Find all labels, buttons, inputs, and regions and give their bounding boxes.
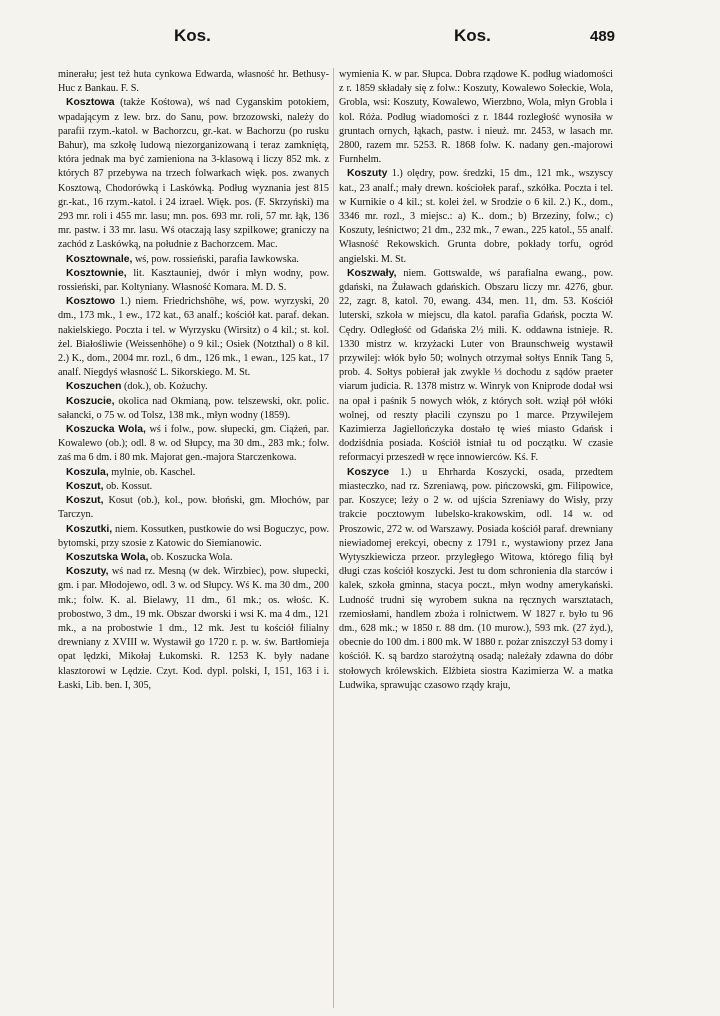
entry-text: wymienia K. w par. Słupca. Dobra rządowe K. podług wiadomości z r. 1859 składały się z folw.: Koszuty, Kowalewo Sołeckie, Wola, Grobla, wsi: Koszuty, Kowalewo, Wierzbno, Wola, młyn Grobla i kol. Róża. Podług wiadomości z r. 1844 rozległość wynosiła w gruntach ornych, łąkach, pastw. i nieuż. mr. 2453, w lasach mr. 2800, razem mr. 5253. R. 1868 folw. K. nadany gen.-majorowi Furnhelm.: [339, 69, 613, 166]
entry-text: Kosut (ob.), kol., pow. błoński, gm. Młochów, par Tarczyn.: [58, 495, 329, 521]
entry-headword: Koszula,: [66, 466, 109, 478]
dictionary-entry: [58, 267, 329, 295]
running-head-left: Kos.: [174, 26, 211, 45]
dictionary-entry: [58, 68, 329, 96]
dictionary-entry: [58, 466, 329, 480]
entry-text: minerału; jest też huta cynkowa Edwarda, własność hr. Bethusy-Huc z Bankau. F. S.: [58, 69, 329, 95]
entry-headword: Koszut,: [66, 495, 104, 507]
entry-text: ob. Kossut.: [106, 480, 153, 492]
entry-text: lit. Kasztauniej, dwór i młyn wodny, pow. rossieński, par. Koltyniany. Własność Komara. M. D. S.: [58, 267, 329, 294]
dictionary-entry: [339, 466, 613, 693]
entry-headword: Kosztowa: [66, 97, 115, 109]
column-divider: [333, 68, 334, 1008]
entry-headword: Koszwały,: [347, 267, 397, 279]
entry-headword: Kosztownale,: [66, 253, 133, 265]
dictionary-entry: [58, 395, 329, 423]
dictionary-entry: [58, 494, 329, 522]
dictionary-entry: [58, 253, 329, 267]
page-number: 489: [590, 28, 616, 45]
entry-headword: Koszuchen: [66, 381, 122, 393]
entry-headword: Koszutska Wola,: [66, 551, 149, 563]
entry-headword: Koszutki,: [66, 523, 113, 535]
entry-text: (dok.), ob. Kożuchy.: [123, 381, 208, 393]
dictionary-entry: [339, 267, 613, 466]
entry-text: 1.) u Ehrharda Koszycki, osada, przedtem miasteczko, nad rz. Szreniawą, pow. pińczowski, gm. Filipowice, par. Koszyce; leży o 2 w. od ujścia Szreniawy do Wisły, przy trakcie pocztowym lubelsko-krakowskim, odl. 14 w. od Proszowic, 272 w. od Warszawy. Posiada kościół paraf. drewniany niewiadomej erekcyi, obecny z 1791 r., wystawiony przez Jana Wytyszkiewicza przeor. przyległego Witowa, którego filią był długi czas kościół koszycki. Jest tu dom schronienia dla starców i kalek, szkoła gminna, stacya poczt., młyn wodny amerykański. Ludność trudni się wyrobem sukna na ręcznych warsztatach, rzemiosłami, handlem zboża i rolnictwem. W 1827 r. było tu 96 dm., 628 mk.; w 1850 r. 88 dm. (10 murow.), 593 mk. (27 żyd.), obecnie do 100 dm. i 800 mk. W 1880 r. pożar zniszczył 53 domy i kościół. K. są bardzo starożytną osadą; należały zdawna do dóbr stołowych królewskich. Elżbieta siostra Kazimierza W. a matka Ludwika, sprawując czasowo rządy kraju,: [339, 466, 613, 691]
entry-headword: Koszucka Wola,: [66, 424, 146, 436]
entry-text: wś nad rz. Mesną (w dek. Wirzbiec), pow. słupecki, gm. i par. Młodojewo, odl. 3 w. od Słupcy. Wś K. ma 30 dm., 200 mk.; folw. K. al. Bielawy, 11 dm., 61 mk.; os. włośc. K. probostwo, 3 dm., 19 mk. Obszar dworski i wsi K. ma 4 dm., 121 mk., a na probostwie 1 dm., 12 mk. Jest tu kościół filialny drewniany z XVIII w. Wystawił go 1720 r. p. w. św. Bartłomieja opat lędzki, Mikołaj Łukomski. R. 1253 K. były nadane klasztorowi w Lędzie. Czyt. Kod. dypl. polski, I, 151, 163 i i. Łaski, Lib. ben. I, 305,: [58, 566, 329, 691]
entry-headword: Koszyce: [347, 466, 390, 478]
entry-headword: Koszuty: [347, 168, 388, 180]
dictionary-entry: [58, 551, 329, 565]
dictionary-entry: [339, 68, 613, 167]
entry-text: okolica nad Okmianą, pow. telszewski, okr. polic. sałancki, o 75 w. od Tolsz, 138 mk., młyn wodny (1859).: [58, 395, 329, 421]
entry-headword: Kosztowo: [66, 296, 116, 308]
entry-headword: Kosztownie,: [66, 267, 127, 279]
dictionary-entry: [58, 565, 329, 693]
entry-text: niem. Kossutken, pustkowie do wsi Boguczyc, pow. bytomski, przy szosie z Katowic do Siemianowic.: [58, 523, 329, 549]
entry-headword: Koszucie,: [66, 395, 115, 407]
dictionary-entry: [58, 480, 329, 494]
running-head-right: Kos.: [454, 26, 491, 45]
entry-text: wś, pow. rossieński, parafia Iawkowska.: [134, 253, 299, 265]
entry-text: ob. Koszucka Wola.: [150, 551, 233, 563]
dictionary-entry: [58, 96, 329, 252]
entry-text: 1.) olędry, pow. średzki, 15 dm., 121 mk., wszyscy kat., 23 analf.; mały drewn. kościołek paraf., szkółka. Poczta i tel. w Kurnikie o 4 kil.; st. kolei żel. w Srodzie o 6 kil. 2.) K., dom., 3346 mr. rozl., 3 miejsc.: a) K.. dom.; b) Brzeziny, folw.; c) Koszuty, leśnictwo; 21 dm., 232 mk., 7 ewan., 225 katol., 55 analf. Własność Rekowskich. Grunta dobre, pokłady torfu, ogród angielski. M. St.: [339, 168, 613, 265]
entry-headword: Koszut,: [66, 480, 104, 492]
entry-text: wś i folw., pow. słupecki, gm. Ciążeń, par. Kowalewo (ob.); odl. 8 w. od Słupcy, ma 30 dm., 283 mk.; folw. zaś ma 6 dm. i 80 mk. Majorat gen.-majora Starczenkowa.: [58, 424, 329, 464]
entry-text: (także Kośtowa), wś nad Cyganskim potokiem, wpadającym z lew. brz. do Sanu, pow. brzozowski, należy do parafii rzym.-katol. w Bachorzcu, gr.-kat. w Bachorzu (po rusku Bahur), ma szkołę ludową niezorganizowaną i teraz zamkniętą, która jednak ma być zamieniona na 3-klasową i liczy 852 mk. z których 87 przebywa na trzech folwarkach więk. pos. zwanych Kosztową, Chodorówką i Laskówką. Podług wyznania jest 815 gr.-kat., 16 rzym.-katol. i 24 izrael. Więk. pos. (F. Skrzyński) ma 293 mr. roli i 455 mr. lasu; mn. pos. 693 mr. roli, 57 mr. łąk, 136 mr. pastw. i 33 mr. lasu. Wś otaczają lasy szpilkowe; graniczy na zachód z Laskówką, na południe z Bachorzcem. Mac.: [58, 97, 329, 251]
dictionary-entry: [58, 423, 329, 466]
entry-text: niem. Gottswalde, wś parafialna ewang., pow. gdański, na Żuławach gdańskich. Obszaru liczy mr. 4276, gbur. 22, zagr. 8, katol. 70, ewang. 434, men. 11, dm. 53. Kościół luterski, szkoła w miejscu, dla katol. parafia Gdańsk, poczta W. Cędry. Odległość od Gdańska 2½ mili. K. oddawna istnieje. R. 1330 mistrz w. krzyżacki Luter von Braunschweig wystawił przywilej: włók było 50; wolnych otrzymał sołtys Ennik Tang 5, prob. 4. Sołtys pobierał jak zwykle ⅓ dochodu z sądów praeter viarum judicia. R. 1378 mistrz w. Winryk von Kniprode dodał wsi na opał i paśnik 5 nowych włók, z których sołt. wziął pół włóki wolnej, od reszty płacili czynszu po 1 marce. Przywilejem Kazimierza Jagiellończyka dostało tę wieś miasto Gdańsk i dodziśdnia posiada. Kościół istniał tu od początku. W czasie reformacyi przeszedł w ręce innowierców. Kś. F.: [339, 267, 613, 464]
dictionary-entry: [58, 523, 329, 551]
entry-text: mylnie, ob. Kaschel.: [111, 466, 196, 478]
dictionary-entry: [339, 167, 613, 266]
dictionary-entry: [58, 380, 329, 394]
right-column: [339, 68, 613, 1010]
left-column: [58, 68, 329, 1010]
entry-text: 1.) niem. Friedrichshöhe, wś, pow. wyrzyski, 20 dm., 173 mk., 1 ew., 172 kat., 63 analf.; kościół kat. paraf. dekan. nakielskiego. Poczta i tel. w Wyrzysku (Wirsitz) o 4 kil.; st. kol. żel. Białośliwie (Weissenhöhe) o 9 kil.; Osiek (Notzthal) o 8 kil. 2.) K., dom., 2004 mr. rozl., 6 dm., 126 mk., 1 ewan., 125 kat., 17 analf. Niegdyś własność L. Sikorskiego. M. St.: [58, 296, 329, 379]
entry-headword: Koszuty,: [66, 566, 109, 578]
dictionary-entry: [58, 295, 329, 380]
